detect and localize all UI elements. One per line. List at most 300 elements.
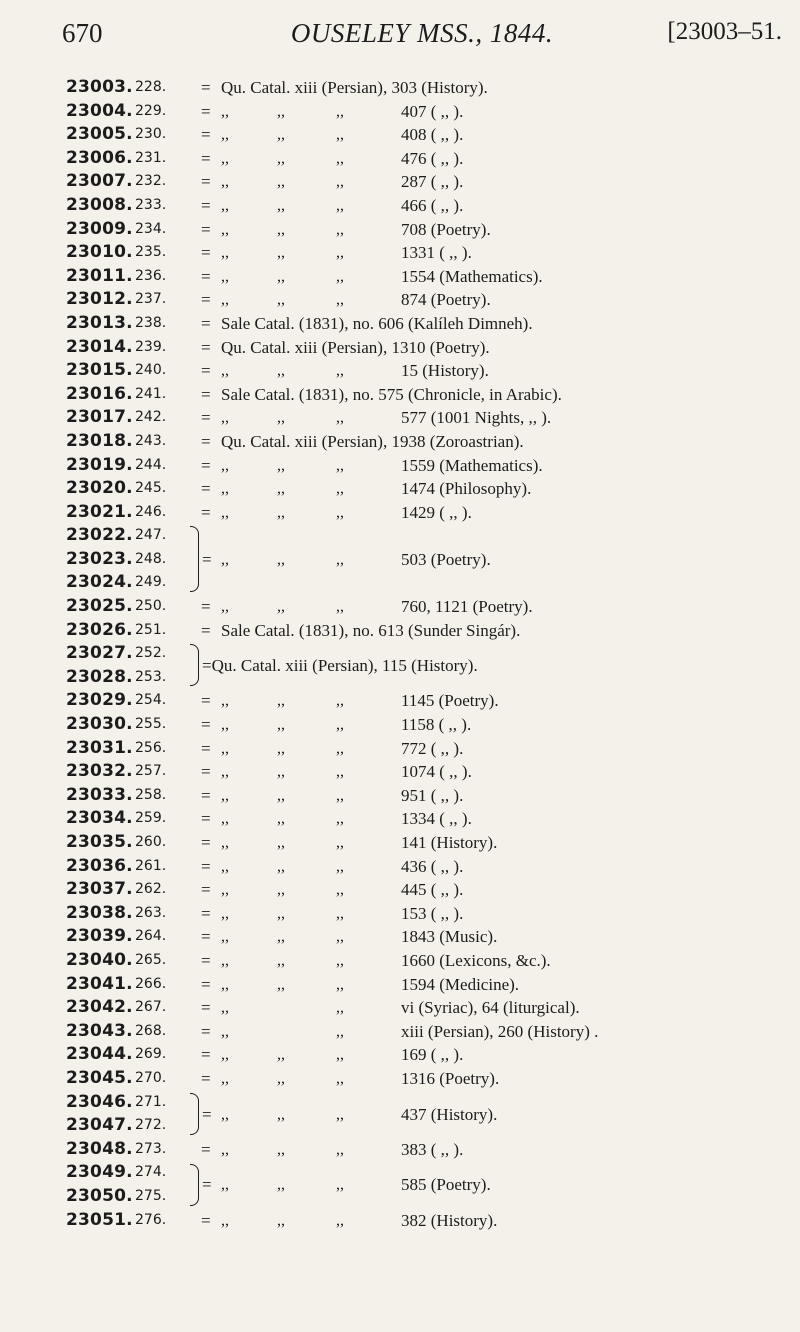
equals-sign: = — [201, 502, 211, 522]
equals-sign: = — [201, 101, 211, 121]
ouseley-number: 230. — [135, 126, 167, 143]
list-item — [66, 855, 798, 879]
ditto-mark: ,, — [336, 881, 344, 899]
ditto-mark: ,, — [336, 1105, 344, 1123]
equals-sign: = — [201, 337, 211, 357]
ditto-mark: ,, — [221, 881, 229, 899]
equals-sign: = — [201, 880, 211, 900]
ditto-mark: ,, — [277, 149, 285, 167]
ditto-mark: ,, — [277, 881, 285, 899]
entry-number: 23015. — [66, 360, 133, 381]
equals-sign: = — [201, 172, 211, 192]
ditto-mark: ,, — [336, 975, 344, 993]
entry-number: 23021. — [66, 501, 133, 522]
ouseley-number: 253. — [135, 668, 167, 685]
entry-description: xiii (Persian), 260 (History) . — [401, 1021, 599, 1041]
entry-description: 760, 1121 (Poetry). — [401, 597, 533, 617]
ditto-mark: ,, — [221, 1105, 229, 1123]
entry-number: 23036. — [66, 855, 133, 876]
ditto-mark: ,, — [277, 1211, 285, 1229]
equals-sign: = — [201, 313, 211, 333]
entry-description: Sale Catal. (1831), no. 613 (Sunder Singár). — [221, 620, 521, 640]
ouseley-number: 258. — [135, 786, 167, 803]
group-brace — [190, 1093, 199, 1135]
equals-sign: = — [201, 856, 211, 876]
entry-description: 1334 ( ,, ). — [401, 809, 472, 829]
equals-sign: = — [201, 78, 211, 97]
entry-number: 23010. — [66, 242, 133, 263]
entry-description: 1474 (Philosophy). — [401, 479, 532, 499]
ouseley-number: 248. — [135, 550, 167, 567]
ouseley-number: 269. — [135, 1046, 167, 1063]
ditto-mark: ,, — [221, 244, 229, 262]
entry-number: 23042. — [66, 997, 133, 1018]
entry-description: 383 ( ,, ). — [401, 1139, 464, 1159]
ditto-mark: ,, — [221, 149, 229, 167]
list-item — [66, 1138, 798, 1162]
ditto-mark: ,, — [221, 1022, 229, 1040]
equals-sign: = — [201, 1139, 211, 1159]
list-item — [66, 925, 798, 949]
list-item — [66, 312, 798, 336]
ditto-mark: ,, — [221, 102, 229, 120]
ditto-mark: ,, — [277, 928, 285, 946]
ditto-mark: ,, — [277, 503, 285, 521]
equals-sign: = — [201, 195, 211, 215]
equals-sign: = — [202, 1104, 212, 1124]
equals-sign: = — [201, 927, 211, 947]
list-item — [66, 406, 798, 430]
equals-sign: = — [201, 1210, 211, 1230]
equals-sign: = — [201, 243, 211, 263]
ouseley-number: 241. — [135, 385, 167, 402]
ditto-mark: ,, — [336, 244, 344, 262]
ditto-mark: ,, — [336, 834, 344, 851]
entry-number: 23048. — [66, 1138, 133, 1159]
ouseley-number: 252. — [135, 645, 167, 662]
entry-number: 23016. — [66, 383, 133, 404]
entry-description: 1559 (Mathematics). — [401, 455, 543, 475]
ouseley-number: 273. — [135, 1140, 167, 1157]
ditto-mark: ,, — [277, 244, 285, 262]
entry-number: 23051. — [66, 1209, 133, 1230]
list-item — [66, 524, 798, 548]
entry-number: 23018. — [66, 430, 133, 451]
ditto-mark: ,, — [221, 362, 229, 380]
ditto-mark: ,, — [221, 196, 229, 214]
ditto-mark: ,, — [336, 551, 344, 568]
entry-description: 874 (Poetry). — [401, 290, 491, 310]
ditto-mark: ,, — [221, 267, 229, 285]
ouseley-number: 228. — [135, 79, 167, 95]
entry-description: 436 ( ,, ). — [401, 856, 464, 876]
ditto-mark: ,, — [336, 928, 344, 946]
ditto-mark: ,, — [221, 126, 229, 144]
equals-sign: = — [201, 715, 211, 735]
ditto-mark: ,, — [277, 975, 285, 993]
group-description: 437 (History). — [401, 1104, 498, 1124]
ditto-mark: ,, — [336, 409, 344, 427]
ouseley-number: 257. — [135, 763, 167, 780]
ditto-mark: ,, — [277, 362, 285, 380]
ditto-mark: ,, — [221, 456, 229, 474]
ouseley-number: 233. — [135, 196, 167, 213]
list-item — [66, 430, 798, 454]
ouseley-number: 261. — [135, 857, 167, 874]
entry-number: 23049. — [66, 1162, 133, 1183]
entry-number: 23008. — [66, 194, 133, 215]
ditto-mark: ,, — [277, 1105, 285, 1123]
entry-description: 1843 (Music). — [401, 927, 498, 947]
ditto-mark: ,, — [336, 362, 344, 380]
page-number: 670 — [62, 18, 103, 48]
ditto-mark: ,, — [336, 716, 344, 734]
ouseley-number: 274. — [135, 1164, 167, 1181]
ouseley-number: 254. — [135, 692, 167, 709]
entry-description: 476 ( ,, ). — [401, 148, 464, 168]
entry-description: 1594 (Medicine). — [401, 974, 520, 994]
entry-number: 23050. — [66, 1185, 133, 1206]
ditto-mark: ,, — [336, 480, 344, 498]
entry-number: 23013. — [66, 312, 133, 333]
ouseley-number: 260. — [135, 834, 167, 850]
ditto-mark: ,, — [221, 834, 229, 851]
entry-number: 23030. — [66, 714, 133, 735]
ouseley-number: 238. — [135, 314, 167, 331]
list-item — [66, 619, 798, 643]
entry-number: 23035. — [66, 832, 133, 852]
ouseley-number: 268. — [135, 1022, 167, 1039]
ditto-mark: ,, — [221, 928, 229, 946]
equals-sign: = — [201, 455, 211, 475]
ditto-mark: ,, — [336, 102, 344, 120]
entry-description: 169 ( ,, ). — [401, 1045, 464, 1065]
entry-number: 23025. — [66, 596, 133, 617]
equals-sign: = — [202, 1175, 212, 1195]
entry-description: 951 ( ,, ). — [401, 785, 464, 805]
equals-sign: = — [201, 479, 211, 499]
entry-number: 23023. — [66, 548, 133, 569]
entry-description: Qu. Catal. xiii (Persian), 303 (History). — [221, 78, 488, 97]
ditto-mark: ,, — [277, 267, 285, 285]
list-item — [66, 689, 798, 713]
ditto-mark: ,, — [221, 291, 229, 309]
entry-description: 1145 (Poetry). — [401, 691, 499, 711]
ditto-mark: ,, — [336, 739, 344, 757]
ouseley-number: 265. — [135, 951, 167, 968]
entry-description: vi (Syriac), 64 (liturgical). — [401, 998, 580, 1018]
entry-description: 1074 ( ,, ). — [401, 762, 472, 782]
ditto-mark: ,, — [221, 1211, 229, 1229]
equals-sign: = — [201, 597, 211, 617]
group-description: 585 (Poetry). — [401, 1175, 491, 1195]
equals-sign: = — [201, 809, 211, 829]
ouseley-number: 267. — [135, 999, 167, 1016]
entry-number: 23040. — [66, 949, 133, 970]
ditto-mark: ,, — [336, 196, 344, 214]
entry-description: 577 (1001 Nights, ,, ). — [401, 408, 552, 428]
entry-number: 23006. — [66, 147, 133, 168]
ouseley-number: 231. — [135, 149, 167, 166]
ouseley-number: 255. — [135, 716, 167, 733]
ouseley-number: 270. — [135, 1069, 167, 1086]
entry-range: [23003–51. — [667, 18, 782, 45]
list-item — [66, 241, 798, 265]
list-item — [66, 288, 798, 312]
ouseley-number: 271. — [135, 1093, 167, 1110]
entry-description: 1660 (Lexicons, &c.). — [401, 950, 551, 970]
entry-number: 23043. — [66, 1020, 133, 1041]
ditto-mark: ,, — [221, 763, 229, 781]
list-item — [66, 760, 798, 784]
ditto-mark: ,, — [277, 598, 285, 616]
ditto-mark: ,, — [221, 503, 229, 521]
ouseley-number: 243. — [135, 432, 167, 449]
entry-number: 23017. — [66, 407, 133, 428]
entry-number: 23047. — [66, 1115, 133, 1136]
entry-description: 1554 (Mathematics). — [401, 266, 543, 286]
entry-description: Sale Catal. (1831), no. 575 (Chronicle, in Arabic). — [221, 384, 562, 404]
list-item — [66, 996, 798, 1020]
equals-sign: = — [201, 125, 211, 145]
equals-sign: = — [201, 833, 211, 852]
ditto-mark: ,, — [277, 1140, 285, 1158]
ditto-mark: ,, — [336, 291, 344, 309]
entry-description: Sale Catal. (1831), no. 606 (Kalíleh Dimneh). — [221, 313, 533, 333]
ouseley-number: 246. — [135, 503, 167, 520]
list-item — [66, 571, 798, 595]
ditto-mark: ,, — [221, 409, 229, 427]
ditto-mark: ,, — [336, 904, 344, 922]
ditto-mark: ,, — [221, 692, 229, 710]
entry-description: 466 ( ,, ). — [401, 195, 464, 215]
entry-description: 153 ( ,, ). — [401, 903, 464, 923]
group-description: 503 (Poetry). — [401, 550, 491, 569]
group-description: =Qu. Catal. xiii (Persian), 115 (History). — [202, 656, 478, 676]
ouseley-number: 240. — [135, 362, 167, 379]
ditto-mark: ,, — [277, 291, 285, 309]
ditto-mark: ,, — [221, 551, 229, 568]
equals-sign: = — [201, 738, 211, 758]
ditto-mark: ,, — [221, 598, 229, 616]
entry-number: 23005. — [66, 124, 133, 145]
entry-number: 23026. — [66, 619, 133, 640]
ditto-mark: ,, — [277, 456, 285, 474]
entry-description: Qu. Catal. xiii (Persian), 1938 (Zoroastrian). — [221, 431, 524, 451]
ouseley-number: 256. — [135, 739, 167, 756]
equals-sign: = — [201, 974, 211, 994]
ditto-mark: ,, — [336, 1022, 344, 1040]
ouseley-number: 239. — [135, 338, 167, 355]
group-brace — [190, 1164, 199, 1206]
equals-sign: = — [201, 266, 211, 286]
list-item — [66, 265, 798, 289]
list-item — [66, 76, 798, 100]
ouseley-number: 245. — [135, 480, 167, 497]
list-item — [66, 1067, 798, 1091]
ditto-mark: ,, — [336, 999, 344, 1017]
list-item — [66, 1043, 798, 1067]
list-item — [66, 878, 798, 902]
entry-number: 23014. — [66, 336, 133, 357]
entry-description: 1316 (Poetry). — [401, 1068, 500, 1088]
entry-number: 23009. — [66, 218, 133, 239]
equals-sign: = — [201, 620, 211, 640]
entry-description: 287 ( ,, ). — [401, 172, 464, 192]
ditto-mark: ,, — [277, 409, 285, 427]
ditto-mark: ,, — [336, 763, 344, 781]
ditto-mark: ,, — [336, 149, 344, 167]
group-brace — [190, 644, 199, 686]
entry-number: 23045. — [66, 1067, 133, 1088]
equals-sign: = — [201, 785, 211, 805]
ditto-mark: ,, — [336, 503, 344, 521]
ouseley-number: 264. — [135, 928, 167, 945]
ditto-mark: ,, — [277, 810, 285, 828]
ditto-mark: ,, — [277, 126, 285, 144]
entry-description: 408 ( ,, ). — [401, 125, 464, 145]
list-item — [66, 713, 798, 737]
equals-sign: = — [201, 762, 211, 782]
ditto-mark: ,, — [221, 739, 229, 757]
ouseley-number: 259. — [135, 810, 167, 827]
entry-number: 23041. — [66, 973, 133, 994]
equals-sign: = — [201, 148, 211, 168]
ditto-mark: ,, — [336, 1176, 344, 1194]
entry-description: 1331 ( ,, ). — [401, 243, 472, 263]
list-item — [66, 359, 798, 383]
ditto-mark: ,, — [277, 692, 285, 710]
equals-sign: = — [201, 903, 211, 923]
ditto-mark: ,, — [221, 220, 229, 238]
entry-number: 23032. — [66, 761, 133, 782]
list-item — [66, 807, 798, 831]
ditto-mark: ,, — [277, 716, 285, 734]
list-item — [66, 595, 798, 619]
entry-number: 23029. — [66, 690, 133, 711]
ditto-mark: ,, — [221, 951, 229, 969]
entry-description: 407 ( ,, ). — [401, 101, 464, 121]
ditto-mark: ,, — [277, 763, 285, 781]
entry-description: 15 (History). — [401, 361, 489, 381]
ditto-mark: ,, — [336, 173, 344, 191]
ouseley-number: 232. — [135, 173, 167, 190]
ditto-mark: ,, — [221, 716, 229, 734]
ouseley-number: 275. — [135, 1187, 167, 1204]
ditto-mark: ,, — [277, 857, 285, 875]
ditto-mark: ,, — [336, 810, 344, 828]
ditto-mark: ,, — [336, 951, 344, 969]
ditto-mark: ,, — [221, 1069, 229, 1087]
equals-sign: = — [201, 998, 211, 1018]
ouseley-number: 262. — [135, 881, 167, 898]
list-item — [66, 336, 798, 360]
ditto-mark: ,, — [277, 951, 285, 969]
ouseley-number: 229. — [135, 102, 167, 119]
ditto-mark: ,, — [221, 786, 229, 804]
list-item — [66, 147, 798, 171]
entry-description: 708 (Poetry). — [401, 219, 491, 239]
ditto-mark: ,, — [221, 1140, 229, 1158]
list-item — [66, 454, 798, 478]
ditto-mark: ,, — [221, 480, 229, 498]
list-item — [66, 477, 798, 501]
ouseley-number: 251. — [135, 621, 167, 638]
entry-number: 23028. — [66, 666, 133, 687]
ditto-mark: ,, — [277, 196, 285, 214]
list-item — [66, 737, 798, 761]
ouseley-number: 236. — [135, 267, 167, 284]
ouseley-number: 237. — [135, 291, 167, 308]
ouseley-number: 266. — [135, 975, 167, 992]
ditto-mark: ,, — [277, 1176, 285, 1194]
entry-description: Qu. Catal. xiii (Persian), 1310 (Poetry). — [221, 337, 490, 357]
ditto-mark: ,, — [221, 1046, 229, 1064]
ouseley-number: 276. — [135, 1211, 167, 1228]
equals-sign: = — [201, 361, 211, 381]
list-item — [66, 100, 798, 124]
ditto-mark: ,, — [221, 1176, 229, 1194]
entry-number: 23038. — [66, 902, 133, 923]
entry-number: 23033. — [66, 784, 133, 805]
list-item — [66, 949, 798, 973]
catalogue-entries — [66, 76, 798, 1232]
ditto-mark: ,, — [277, 1069, 285, 1087]
equals-sign: = — [201, 384, 211, 404]
ditto-mark: ,, — [336, 220, 344, 238]
ditto-mark: ,, — [277, 220, 285, 238]
entry-number: 23031. — [66, 737, 133, 758]
entry-number: 23039. — [66, 926, 133, 947]
list-item — [66, 973, 798, 997]
list-item — [66, 1209, 798, 1233]
ditto-mark: ,, — [221, 904, 229, 922]
entry-description: 382 (History). — [401, 1210, 498, 1230]
entry-description: 772 ( ,, ). — [401, 738, 464, 758]
group-brace — [190, 526, 199, 592]
ditto-mark: ,, — [277, 904, 285, 922]
ouseley-number: 249. — [135, 574, 167, 591]
equals-sign: = — [201, 950, 211, 970]
ditto-mark: ,, — [221, 857, 229, 875]
ouseley-number: 272. — [135, 1117, 167, 1134]
equals-sign: = — [201, 691, 211, 711]
equals-sign: = — [201, 219, 211, 239]
ditto-mark: ,, — [336, 598, 344, 616]
ouseley-number: 247. — [135, 527, 167, 544]
ouseley-number: 235. — [135, 244, 167, 261]
equals-sign: = — [201, 1068, 211, 1088]
ditto-mark: ,, — [336, 1046, 344, 1064]
ditto-mark: ,, — [336, 857, 344, 875]
entry-number: 23024. — [66, 572, 133, 593]
entry-description: 1158 ( ,, ). — [401, 715, 472, 735]
entry-description: 141 (History). — [401, 833, 498, 852]
ditto-mark: ,, — [277, 1046, 285, 1064]
ditto-mark: ,, — [277, 102, 285, 120]
entry-number: 23012. — [66, 289, 133, 310]
ditto-mark: ,, — [336, 1211, 344, 1229]
entry-number: 23022. — [66, 525, 133, 546]
ouseley-number: 263. — [135, 904, 167, 921]
equals-sign: = — [201, 431, 211, 451]
ditto-mark: ,, — [336, 1140, 344, 1158]
ditto-mark: ,, — [221, 999, 229, 1017]
entry-number: 23034. — [66, 808, 133, 829]
page-header — [62, 18, 782, 58]
ditto-mark: ,, — [336, 267, 344, 285]
ditto-mark: ,, — [277, 480, 285, 498]
